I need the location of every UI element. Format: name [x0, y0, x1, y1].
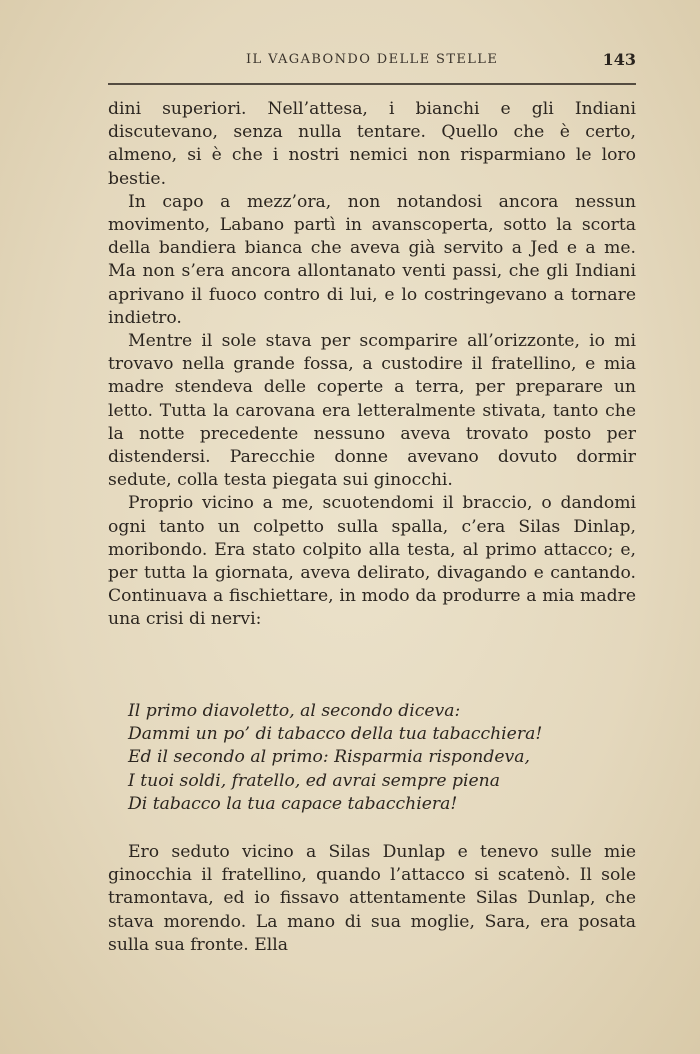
- paragraph: Proprio vicino a me, scuotendomi il braccio, o dandomi ogni tanto un colpetto sulla spalla, c’era Silas Dinlap, moribondo. Era stato colpito alla testa, al primo attacco; e, per tutta la giornata, aveva delirato, divagando e cantando. Continuava a fischiettare, in modo da produrre a mia madre una crisi di nervi:: [108, 493, 636, 630]
- poem-line: Di tabacco la tua capace tabacchiera!: [128, 793, 458, 814]
- poem-line: Il primo diavoletto, al secondo diceva:: [128, 701, 461, 721]
- poem-line: Ed il secondo al primo: Risparmia rispondeva,: [128, 747, 530, 768]
- paragraph: Mentre il sole stava per scomparire all’orizzonte, io mi trovavo nella grande fossa, a custodire il fratellino, e mia madre stendeva delle coperte a terra, per preparare un letto. Tutta la carovana era letteralmente stivata, tanto che la notte precedente nessuno aveva trovato posto per distendersi. Parecchie donne avevano dovuto dormir sedute, colla testa piegata sui ginocchi.: [108, 331, 636, 491]
- poem-line: I tuoi soldi, fratello, ed avrai sempre piena: [128, 770, 500, 791]
- poem-verse: [128, 700, 628, 816]
- page-number: 143: [602, 50, 636, 69]
- running-title: IL VAGABONDO DELLE STELLE: [246, 52, 499, 67]
- paragraph: In capo a mezz’ora, non notandosi ancora nessun movimento, Labano partì in avanscoperta, sotto la scorta della bandiera bianca che aveva già servito a Jed e a me. Ma non s’era ancora allontanato venti passi, che gli Indiani aprivano il fuoco contro di lui, e lo costringevano a tornare indietro.: [108, 191, 636, 328]
- paragraph: Ero seduto vicino a Silas Dunlap e tenevo sulle mie ginocchia il fratellino, quando l’attacco si scatenò. Il sole tramontava, ed io fissavo attentamente Silas Dunlap, che stava morendo. La mano di sua moglie, Sara, era posata sulla sua fronte. Ella: [108, 842, 636, 955]
- closing-text: [108, 841, 636, 957]
- body-text: [108, 98, 636, 632]
- poem-line: Dammi un po’ di tabacco della tua tabacchiera!: [128, 724, 543, 745]
- paragraph: dini superiori. Nell’attesa, i bianchi e gli Indiani discutevano, senza nulla tentare. Quello che è certo, almeno, si è che i nostri nemici non risparmiano le loro bestie.: [108, 99, 636, 189]
- header-rule: [108, 83, 636, 85]
- page-header: [108, 50, 636, 70]
